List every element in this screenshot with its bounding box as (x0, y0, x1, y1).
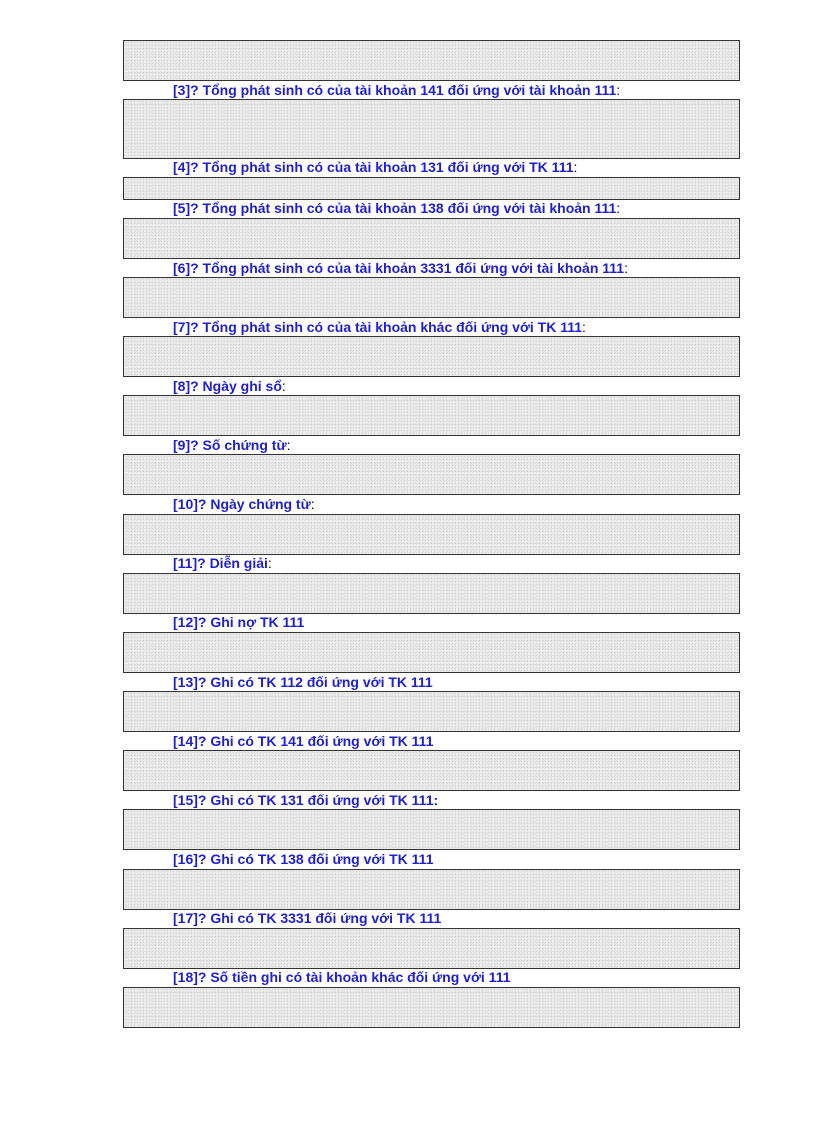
question-colon-3: : (616, 82, 621, 98)
question-colon-7: : (582, 319, 586, 335)
question-label-12 (173, 614, 304, 631)
answer-box-16[interactable] (123, 869, 740, 910)
answer-box-11[interactable] (123, 573, 740, 614)
question-text-10: [10]? Ngày chứng từ (173, 496, 311, 512)
question-label-16 (173, 851, 433, 868)
question-label-7 (173, 319, 586, 336)
question-label-8 (173, 378, 286, 395)
answer-box-12[interactable] (123, 632, 740, 673)
question-text-7: [7]? Tổng phát sinh có của tài khoản khác đối ứng với TK 111 (173, 319, 583, 335)
question-label-3 (173, 82, 620, 99)
answer-box-2[interactable] (123, 40, 740, 81)
question-label-15 (173, 792, 438, 809)
question-label-18 (173, 969, 511, 986)
question-text-13: [13]? Ghi có TK 112 đối ứng với TK 111 (173, 674, 433, 690)
question-text-6: [6]? Tổng phát sinh có của tài khoản 3331 đối ứng với tài khoản 111 (173, 260, 625, 276)
question-label-5 (173, 200, 620, 217)
question-text-15: [15]? Ghi có TK 131 đối ứng với TK 111: (173, 792, 439, 808)
question-label-10 (173, 496, 315, 513)
question-text-3: [3]? Tổng phát sinh có của tài khoản 141 đối ứng với tài khoản 111 (173, 82, 617, 98)
answer-box-10[interactable] (123, 514, 740, 555)
question-label-17 (173, 910, 441, 927)
question-label-6 (173, 260, 628, 277)
answer-box-13[interactable] (123, 691, 740, 732)
question-text-8: [8]? Ngày ghi sổ (173, 378, 282, 394)
question-colon-5: : (616, 200, 621, 216)
question-colon-10: : (310, 496, 315, 512)
question-text-4: [4]? Tổng phát sinh có của tài khoản 131 đối ứng với TK 111 (173, 159, 574, 175)
question-text-11: [11]? Diễn giải (173, 555, 268, 571)
answer-box-5[interactable] (123, 218, 740, 259)
question-text-17: [17]? Ghi có TK 3331 đối ứng với TK 111 (173, 910, 442, 926)
question-colon-9: : (286, 437, 291, 453)
answer-box-8[interactable] (123, 395, 740, 436)
answer-box-9[interactable] (123, 454, 740, 495)
question-text-18: [18]? Số tiền ghi có tài khoản khác đối ứng với 111 (173, 969, 511, 985)
question-label-14 (173, 733, 433, 750)
question-colon-4: : (573, 159, 578, 175)
answer-box-17[interactable] (123, 928, 740, 969)
answer-box-3[interactable] (123, 99, 740, 159)
answer-box-15[interactable] (123, 809, 740, 850)
question-text-12: [12]? Ghi nợ TK 111 (173, 614, 305, 630)
question-text-16: [16]? Ghi có TK 138 đối ứng với TK 111 (173, 851, 434, 867)
question-text-14: [14]? Ghi có TK 141 đối ứng với TK 111 (173, 733, 434, 749)
answer-box-6[interactable] (123, 277, 740, 318)
question-text-9: [9]? Số chứng từ (173, 437, 287, 453)
question-text-5: [5]? Tổng phát sinh có của tài khoản 138 đối ứng với tài khoản 111 (173, 200, 617, 216)
answer-box-18[interactable] (123, 987, 740, 1028)
question-label-9 (173, 437, 291, 454)
question-colon-11: : (267, 555, 272, 571)
question-colon-6: : (624, 260, 628, 276)
answer-box-4[interactable] (123, 177, 740, 200)
question-colon-8: : (281, 378, 286, 394)
question-label-13 (173, 674, 433, 691)
answer-box-14[interactable] (123, 750, 740, 791)
question-label-4 (173, 159, 577, 176)
answer-box-7[interactable] (123, 336, 740, 377)
question-label-11 (173, 555, 272, 572)
